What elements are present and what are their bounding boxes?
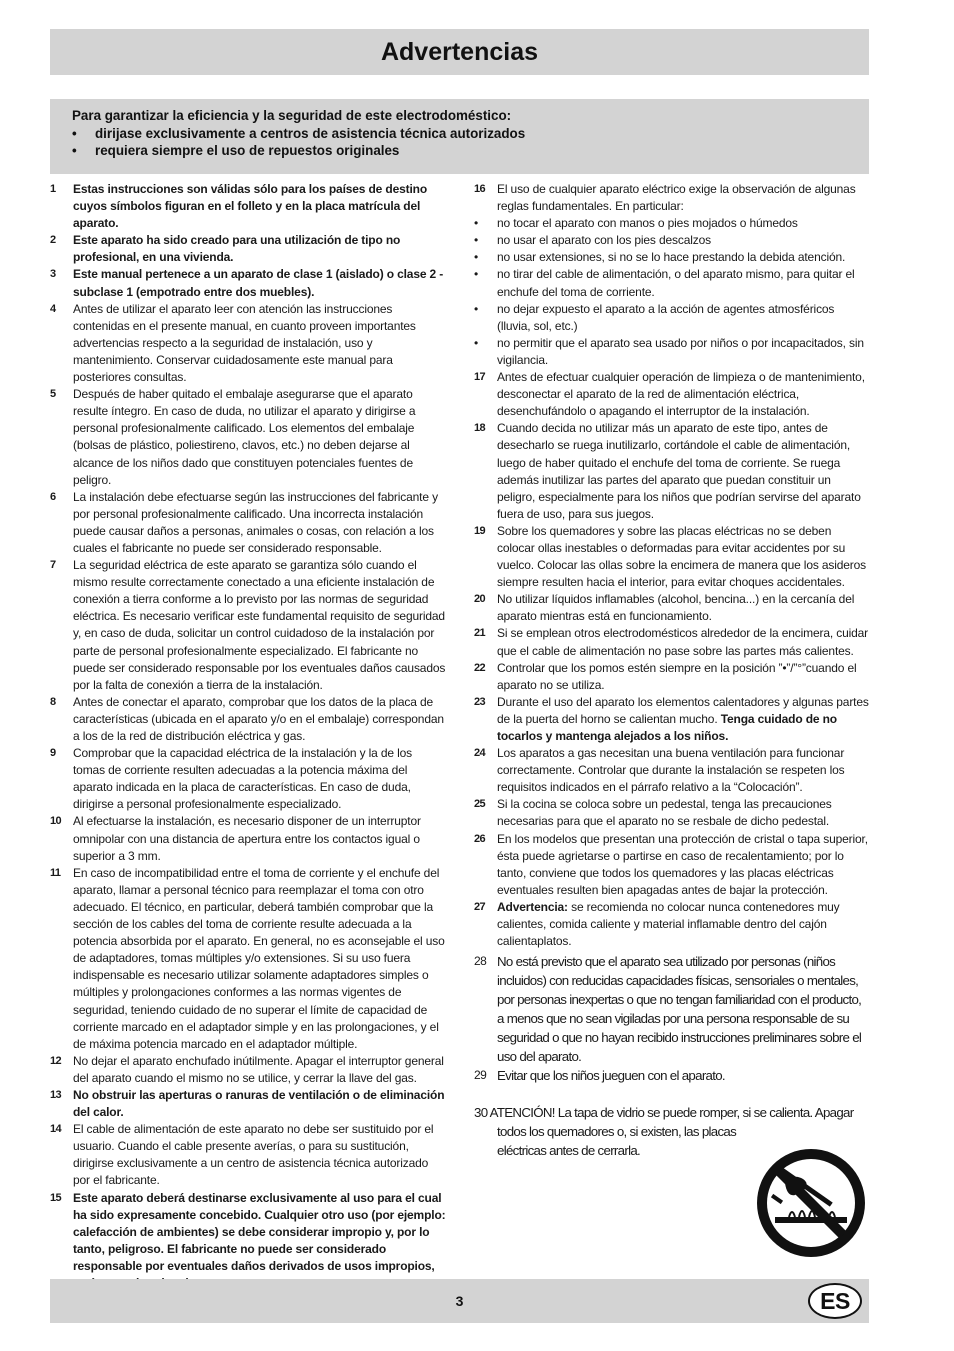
item-text: Antes de conectar el aparato, comprobar que los datos de la placa de características (ubicada en el aparato y/o en el embalaje) correspondan a los de la red de distribución eléctrica y gas. (73, 694, 444, 743)
item-number: 27 (474, 900, 486, 913)
item-text: Controlar que los pomos estén siempre en la posición ”•”/”°”cuando el aparato no se utiliza. (497, 660, 857, 692)
attention-line: todos los quemadores o, si existen, las placas (497, 1124, 737, 1140)
item-number: 15 (50, 1191, 62, 1204)
item-text: En los modelos que presentan una protección de cristal o tapa superior, ésta puede agrietarse o partirse en caso de recalentamiento; por lo tanto, conviene que todos los quemadores y las placas eléctricas eventuales resulten bien apagadas antes de bajar la protección. (497, 831, 868, 897)
warning-intro: Para garantizar la eficiencia y la seguridad de este electrodoméstico: (72, 108, 512, 123)
list-item (50, 1121, 446, 1189)
item-number: 6 (50, 490, 56, 503)
item-number: 4 (50, 302, 56, 315)
item-text: Este manual pertenece a un aparato de clase 1 (aislado) o clase 2 - subclase 1 (empotrado entre dos muebles). (73, 267, 444, 299)
list-item (50, 266, 446, 300)
list-item (474, 745, 870, 796)
list-item (474, 420, 870, 523)
item-number: 28 (474, 954, 487, 969)
attention-line: eléctricas antes de cerrarla. (497, 1143, 641, 1159)
item-text: Antes de efectuar cualquier operación de limpieza o de mantenimiento, desconectar el aparato de la red de alimentación eléctrica, desenchufándolo o apagando el interruptor de la instalación. (497, 370, 865, 419)
sub-bullet (474, 266, 870, 300)
item-text (497, 694, 870, 745)
sub-bullet-text: no tirar del cable de alimentación, o del aparato mismo, para quitar el enchufe del toma de corriente. (497, 267, 855, 299)
bullet-icon: • (474, 267, 479, 282)
list-item (474, 899, 870, 950)
sub-bullet (474, 249, 870, 266)
sub-bullet (474, 301, 870, 335)
item-number: 21 (474, 627, 486, 640)
bullet-icon: • (474, 301, 479, 316)
item-text: No utilizar líquidos inflamables (alcohol, bencina...) en la cercanía del aparato mientras está en funcionamiento. (497, 592, 855, 624)
list-item (474, 181, 870, 215)
sub-bullet-text: no usar extensiones, si no se lo hace prestando la debida atención. (497, 250, 846, 265)
item-text: Si se emplean otros electrodomésticos alrededor de la encimera, cuidar que el cable de alimentación no pase sobre las partes más calientes. (497, 626, 869, 658)
list-item (50, 1190, 446, 1293)
item-text: El cable de alimentación de este aparato no debe ser sustituido por el usuario. Cuando el cable presente averías, o para su sustitución, dirigirse exclusivamente a un centro de asistencia técnica autorizado por el fabricante. (73, 1122, 434, 1188)
list-item (474, 1066, 870, 1085)
list-item (50, 386, 446, 489)
item-number: 24 (474, 747, 486, 760)
item-text: En caso de incompatibilidad entre el toma de corriente y el enchufe del aparato, llamar a personal técnico para reemplazar el toma con otro adecuado. El técnico, en particular, deberá también comprobar que la sección de los cables del toma de corriente resulte adecuada a la potencia absorbida por el aparato. En general, no es aconsejable el uso de adaptadores, tomas múltiples y/o extensiones. Si su uso fuera indispensable es necesario utilizar solamente adaptadores simples o múltiples y prolongaciones conformes a las normas vigentes de seguridad, teniendo cuidado de no superar el límite de capacidad de corriente marcado en el adaptador simple y en las prolongaciones, y el de máxima potencia marcado en el adaptador múltiple. (73, 865, 445, 1051)
item-text: Antes de utilizar el aparato leer con atención las instrucciones contenidas en el presente manual, en cuanto proveen importantes advertencias respecto a la seguridad de instalación, uso y mantenimiento. Conservar cuidadosamente este manual para posteriores consultas. (73, 301, 416, 385)
item-text (497, 899, 870, 950)
item-text: Comprobar que la capacidad eléctrica de la instalación y la de los tomas de corriente resulten adecuadas a la potencia máxima del aparato indicada en la placa de características. En caso de duda, dirigirse a personal profesionalmente especializado. (73, 746, 412, 812)
page-title: Advertencias (380, 37, 539, 66)
item-text: No dejar el aparato enchufado inútilmente. Apagar el interruptor general del aparato cuando el mismo no se utilice, y cerrar la llave del gas. (73, 1053, 444, 1085)
item-text: Si la cocina se coloca sobre un pedestal, tenga las precauciones necesarias para que el aparato no se resbale de dicho pedestal. (497, 797, 832, 829)
item-text: Este aparato ha sido creado para una utilización de tipo no profesional, en una vivienda. (73, 233, 401, 265)
warning-bullet (72, 125, 847, 143)
item-text-emphasis: Tenga cuidado de no tocarlos y mantenga alejados a los niños. (497, 711, 837, 743)
list-item (50, 489, 446, 557)
item-number: 20 (474, 593, 486, 606)
list-item (50, 557, 446, 694)
item-text: Sobre los quemadores y sobre las placas eléctricas no se deben colocar ollas inestables o deformadas para evitar accidentes por su vuelco. Colocar las ollas sobre la encimera de manera que los asideros siempre resulten hacia el interior, para evitar choques accidentales. (497, 523, 867, 590)
sub-bullet (474, 215, 870, 232)
item-number: 8 (50, 695, 56, 708)
item-text: El uso de cualquier aparato eléctrico exige la observación de algunas reglas fundamentales. En particular: (497, 182, 856, 214)
item-number: 13 (50, 1088, 62, 1101)
list-item (50, 865, 446, 1053)
warning-box (50, 99, 869, 174)
bullet-icon: • (474, 233, 479, 248)
warning-bullet-text: dirijase exclusivamente a centros de asistencia técnica autorizados (95, 125, 526, 141)
footer-bar (50, 1279, 869, 1323)
sub-bullet-text: no tocar el aparato con manos o pies mojados o húmedos (497, 216, 798, 231)
item-number: 7 (50, 559, 56, 572)
list-item (474, 796, 870, 830)
item-text-plain: se recomienda no colocar nunca contenedores muy calientes, comida caliente y material inflamable dentro del cajón calientaplatos. (497, 899, 840, 949)
sub-bullet-text: no usar el aparato con los pies descalzos (497, 233, 711, 248)
bullet-icon: • (474, 335, 479, 350)
item-text: La instalación debe efectuarse según las instrucciones del fabricante y por personal profesionalmente calificado. Una incorrecta instalación puede causar daños a personas, animales o cosas, con relación a los cuales el fabricante no puede ser considerado responsable. (73, 489, 438, 555)
list-item (474, 831, 870, 899)
list-item (50, 232, 446, 266)
bullet-icon: • (474, 216, 479, 231)
item-number: 18 (474, 422, 486, 435)
item-text: Al efectuarse la instalación, es necesario disponer de un interruptor omnipolar con una distancia de apertura entre los contactos igual o superior a 3 mm. (73, 814, 421, 863)
list-item (474, 591, 870, 625)
list-item (50, 694, 446, 745)
list-item (50, 181, 446, 232)
sub-bullet-text: no permitir que el aparato sea usado por niños o por incapacitados, sin vigilancia. (497, 335, 864, 367)
item-text: La seguridad eléctrica de este aparato se garantiza sólo cuando el mismo resulte correctamente conectado a una eficiente instalación de conexión a tierra conforme a lo previsto por las normas de seguridad eléctrica. Es necesario verificar este fundamental requisito de seguridad y, en caso de duda, solicitar un control cuidadoso de la instalación por parte de personal profesionalmente especializado. El fabricante no puede ser considerado responsable por los eventuales daños causados por la falta de conexión a tierra de la instalación. (73, 558, 446, 692)
bullet-icon: • (474, 250, 479, 265)
item-number: 9 (50, 747, 56, 760)
item-number: 29 (474, 1068, 487, 1083)
item-number: 11 (50, 866, 61, 879)
list-item (474, 625, 870, 659)
list-item (50, 745, 446, 813)
list-item (50, 813, 446, 864)
item-text: Este aparato deberá destinarse exclusivamente al uso para el cual ha sido expresamente concebido. Cualquier otro uso (por ejemplo: calefacción de ambientes) se debe considerar impropio y, por lo tanto, peligroso. El fabricante no puede ser considerado responsable por eventuales daños derivados de usos impropios, (73, 1190, 446, 1273)
item-text: No está previsto que el aparato sea utilizado por personas (niños incluidos) con reducidas capacidades físicas, sensoriales o mentales, por personas inexpertas o que no tengan familiaridad con el producto, a menos que no sean vigiladas por una persona responsable de su seguridad o que no hayan recibido instrucciones preliminares sobre el uso del aparato. (497, 954, 862, 1065)
item-number: 2 (50, 234, 56, 247)
no-glass-lid-on-hot-burners-icon (755, 1147, 867, 1259)
item-number: 22 (474, 661, 486, 674)
item-text: Estas instrucciones son válidas sólo para los países de destino cuyos símbolos figuran en el folleto y en la placa matrícula del aparato. (73, 182, 428, 231)
title-bar (50, 29, 869, 75)
item-number: 5 (50, 388, 56, 401)
item-number: 1 (50, 183, 56, 195)
item-number: 14 (50, 1123, 62, 1136)
item-text: Los aparatos a gas necesitan una buena ventilación para funcionar correctamente. Controlar que durante la instalación se respeten los requisitos indicados en el párrafo relativo a la “Colocación”. (497, 746, 845, 795)
right-column (474, 181, 870, 1160)
item-label: Advertencia: (497, 899, 568, 914)
warning-bullet (72, 142, 847, 160)
item-number: 19 (474, 524, 486, 537)
list-item (474, 369, 870, 420)
item-number: 10 (50, 815, 62, 828)
item-text: Evitar que los niños jueguen con el aparato. (497, 1068, 725, 1084)
item-number: 12 (50, 1054, 62, 1067)
attention-line: 30 ATENCIÓN! La tapa de vidrio se puede romper, si se calienta. Apagar (474, 1105, 854, 1121)
list-item (50, 301, 446, 386)
item-number: 3 (50, 268, 56, 281)
bullet-icon: • (72, 125, 77, 141)
language-badge: ES (808, 1283, 862, 1319)
item-number: 26 (474, 832, 486, 845)
list-item (50, 1087, 446, 1121)
list-item (474, 523, 870, 591)
bullet-icon: • (72, 143, 77, 158)
warning-bullet-text: requiera siempre el uso de repuestos originales (95, 143, 400, 158)
item-number: 25 (474, 798, 486, 811)
list-item (474, 660, 870, 694)
list-item (50, 1053, 446, 1087)
item-number: 23 (474, 695, 486, 708)
left-column (50, 181, 446, 1292)
list-item (474, 952, 870, 1066)
list-item (474, 694, 870, 745)
item-text: Después de haber quitado el embalaje asegurarse que el aparato resulte íntegro. En caso de duda, no utilizar el aparato y dirigirse a personal profesionalmente calificado. Los elementos del embalaje (bolsas de plástico, poliestireno, clavos, etc.) no deben dejarse al alcance de los niños dado que constituyen potenciales fuentes de peligro. (73, 387, 416, 487)
item-number: 16 (474, 183, 486, 195)
item-text: Cuando decida no utilizar más un aparato de este tipo, antes de desecharlo se ruega inutilizarlo, cortándole el cable de alimentación, luego de haber quitado el enchufe del toma de corriente. Se ruega además inutilizar las partes del aparato que puedan constituir un peligro, especialmente para los niños que podrían servirse del aparato fuera de uso, para sus juegos. (497, 421, 861, 521)
sub-bullet (474, 335, 870, 369)
item-text: No obstruir las aperturas o ranuras de ventilación o de eliminación del calor. (73, 1087, 445, 1120)
sub-bullet (474, 232, 870, 249)
item-text-plain: Durante el uso del aparato los elementos calentadores y algunas partes de la puerta del horno se calientan mucho. (497, 694, 869, 726)
sub-bullet-text: no dejar expuesto el aparato a la acción de agentes atmosféricos (lluvia, sol, etc.) (497, 301, 835, 333)
item-number: 17 (474, 371, 486, 384)
page-number: 3 (455, 1293, 464, 1309)
